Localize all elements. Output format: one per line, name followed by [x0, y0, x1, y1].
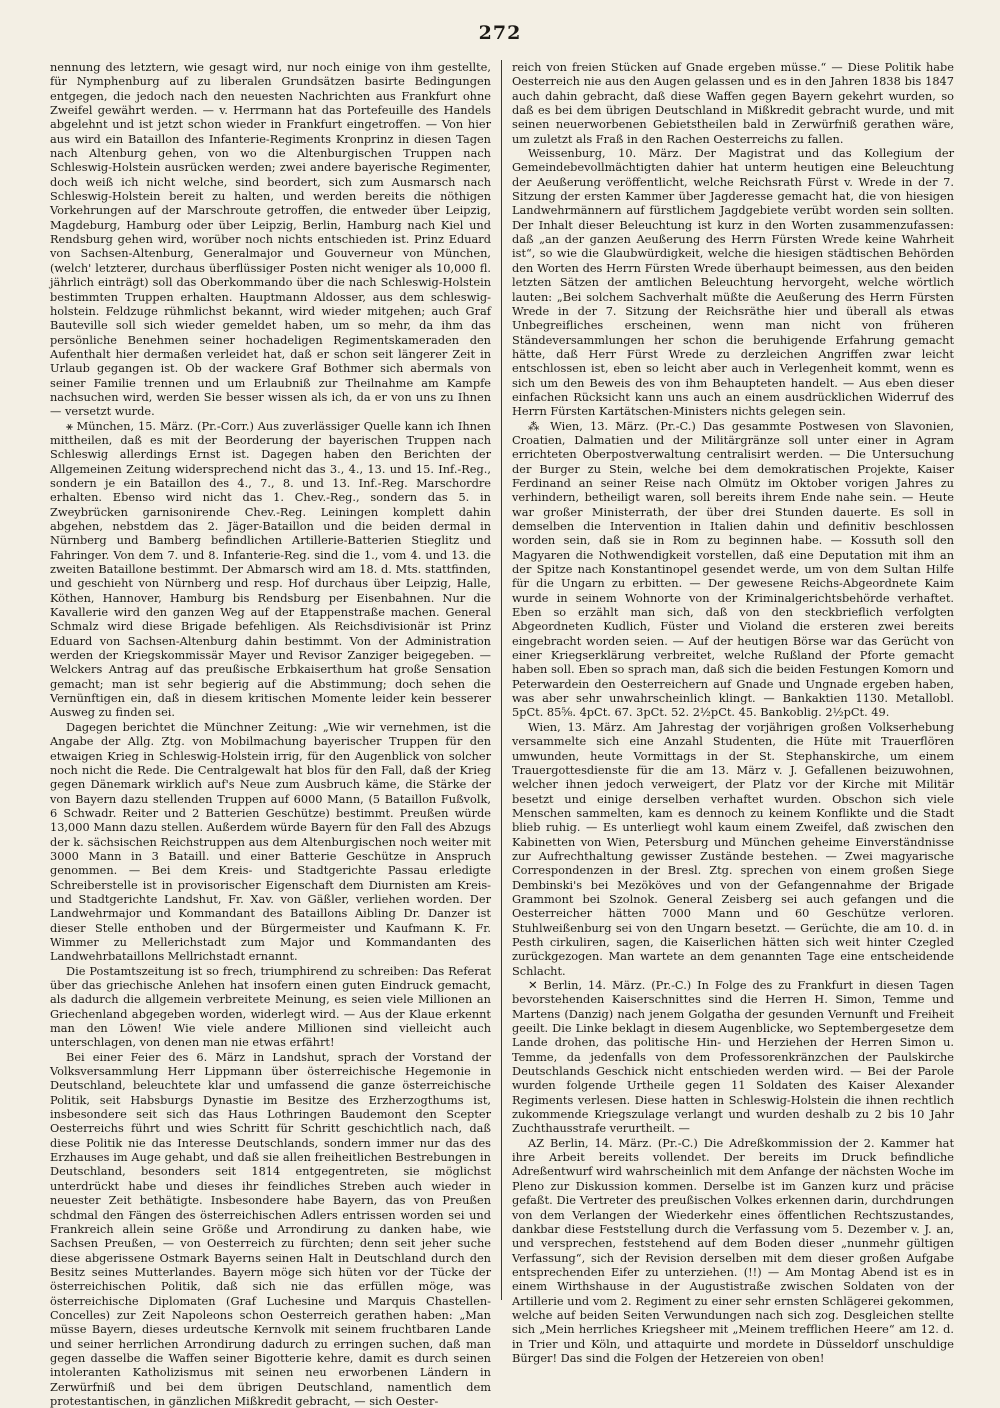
left-column-paragraph: Dagegen berichtet die Münchner Zeitung: „Wie wir vernehmen, ist die Angabe der Allg. Ztg. von Mobilmachung bayerischer Truppen für den etwaigen Krieg in Schleswig-Holstein irrig, für den Augenblick von solcher noch nicht die Rede. Die Centralgewalt hat blos für den Fall, daß der Krieg gegen Dänemark wirklich auf's Neue zum Ausbruch käme, die Stärke der von Bayern dazu stellenden Truppen auf 6000 Mann, (5 Bataillon Fußvolk, 6 Schwadr. Reiter und 2 Batterien Geschütze) bestimmt. Preußen würde 13,000 Mann dazu stellen. Außerdem würde Bayern für den Fall des Abzugs der k. sächsischen Reichstruppen aus dem Altenburgischen noch weiter mit 3000 Mann in 3 Bataill. und einer Batterie Geschütze in Anspruch genommen. — Bei dem Kreis- und Stadtgerichte Passau erledigte Schreiberstelle ist in provisorischer Eigenschaft dem Diurnisten am Kreis- und Stadtgerichte Landshut, Fr. Xav. von Gäßler, verliehen worden. Der Landwehrmajor und Kommandant des Bataillons Aibling Dr. Danzer ist dieser Stelle enthoben und der Bürgermeister und Kaufmann K. Fr. Wimmer zu Mellerichstadt zum Major und Kommandanten des Landwehrbataillons Mellrichstadt ernannt. — [50, 719, 491, 964]
right-column-paragraph: AZ Berlin, 14. März. (Pr.-C.) Die Adreßkommission der 2. Kammer hat ihre Arbeit bereits vollendet. Der bereits im Druck befindliche Adreßentwurf wird wahrscheinlich mit dem Anfange der nächsten Woche im Pleno zur Diskussion kommen. Derselbe ist im Ganzen kurz und präcise gefaßt. Die Vertreter des preußischen Volkes erkennen darin, durchdrungen von dem Verlangen der Wiederkehr eines öffentlichen Rechtszustandes, dankbar diese Feststellung durch die Verfassung vom 5. Dezember v. J. an, und versprechen, feststehend auf dem Boden dieser „nunmehr gültigen Verfassung“, sich der Revision derselben mit dem dieser großen Aufgabe entsprechenden Eifer zu unterziehen. (!!) — Am Montag Abend ist es in einem Wirthshause in der Augustistraße zwischen Soldaten von der Artillerie und vom 2. Regiment zu einer sehr ernsten Schlägerei gekommen, welche auf beiden Seiten Verwundungen nach sich zog. Desgleichen stellte sich „Mein herrliches Kriegsheer mit „Meinem trefflichen Heere“ am 12. d. in Trier und Köln, und attaquirte und mordete in Düsseldorf unschuldige Bürger! Das sind die Folgen der Hetzereien von oben! — [512, 1135, 954, 1365]
right-column-paragraph: ✕ Berlin, 14. März. (Pr.-C.) In Folge des zu Frankfurt in diesen Tagen bevorstehenden Kaiserschnittes sind die Herren H. Simon, Temme und Martens (Danzig) nach jenem Golgatha der gesunden Vernunft und Freiheit geeilt. Die Linke beklagt in diesem Augenblicke, wo Septembergesetze dem Lande drohen, das politische Hin- und Herziehen der Herren Simon u. Temme, da jedenfalls von dem Professorenkränzchen der Paulskirche Deutschlands Geschick nicht entschieden werden wird. — Bei der Parole wurden folgende Urtheile gegen 11 Soldaten des Kaiser Alexander Regiments verlesen. Diese hatten in Schleswig-Holstein die ihnen rechtlich zukommende Kriegszulage verlangt und wurden deshalb zu 2 bis 10 Jahr Zuchthausstrafe verurtheilt. — — [512, 978, 954, 1136]
column-divider — [501, 60, 502, 1300]
left-column — [50, 60, 491, 1408]
page-number: 272 — [478, 22, 522, 44]
right-column — [512, 60, 954, 1365]
left-column-paragraph: ⚹ München, 15. März. (Pr.-Corr.) Aus zuverlässiger Quelle kann ich Ihnen mittheilen, daß es mit der Beorderung der bayerischen Truppen nach Schleswig allerdings Ernst ist. Dagegen haben den Berichten der Allgemeinen Zeitung widersprechend nicht das 3., 4., 13. und 15. Inf.-Reg., sondern je ein Bataillon des 4., 7., 8. und 13. Inf.-Reg. Marschordre erhalten. Ebenso wird nicht das 1. Chev.-Reg., sondern das 5. in Zweybrücken garnisonirende Chev.-Reg. Leiningen komplett dahin abgehen, nebstdem das 2. Jäger-Bataillon und die beiden dermal in Nürnberg und Bamberg befindlichen Artillerie-Batterien Stieglitz und Fahringer. Von dem 7. und 8. Infanterie-Reg. sind die 1., vom 4. und 13. die zweiten Bataillone bestimmt. Der Abmarsch wird am 18. d. Mts. stattfinden, und geschieht von Nürnberg und resp. Hof durchaus über Leipzig, Halle, Köthen, Hannover, Hamburg bis Rendsburg per Eisenbahnen. Nur die Kavallerie wird den ganzen Weg auf der Etappenstraße machen. General Schmalz wird diese Brigade befehligen. Als Reichsdivisionär ist Prinz Eduard von Sachsen-Altenburg dahin bestimmt. Von der Administration werden der Kriegskommissär Mayer und Revisor Zanziger beigegeben. — Welckers Antrag auf das preußische Erbkaiserthum hat große Sensation gemacht; man ist sehr begierig auf die Abstimmung; doch sehen die Vernünftigen ein, daß in diesem kritischen Momente leider kein besserer Ausweg zu finden sei. — [50, 418, 491, 720]
left-column-paragraph: nennung des letztern, wie gesagt wird, nur noch einige von ihm gestellte, für Nymphenburg auf zu liberalen Grundsätzen basirte Bedingungen entgegen, die jedoch nach den neuesten Nachrichten aus Frankfurt ohne Zweifel gewährt werden. — v. Herrmann hat das Portefeuille des Handels abgelehnt und ist jetzt schon wieder in Frankfurt eingetroffen. — Von hier aus wird ein Bataillon des Infanterie-Regiments Kronprinz in diesen Tagen nach Altenburg gehen, von wo die Altenburgischen Truppen nach Schleswig-Holstein ausrücken werden; zwei andere bayerische Regimenter, doch weiß ich nicht welche, sind beordert, sich zum Ausmarsch nach Schleswig-Holstein bereit zu halten, und werden bereits die nöthigen Vorkehrungen auf der Marschroute getroffen, die entweder über Leipzig, Magdeburg, Hamburg oder über Leipzig, Berlin, Hamburg nach Kiel und Rendsburg gehen wird, worüber noch nichts entschieden ist. Prinz Eduard von Sachsen-Altenburg, Generalmajor und Gouverneur von München, (welch' letzterer, durchaus überflüssiger Posten nicht weniger als 10,000 fl. jährlich einträgt) soll das Oberkommando über die nach Schleswig-Holstein bestimmten Truppen erhalten. Hauptmann Aldosser, aus dem schleswig-holstein. Feldzuge rühmlichst bekannt, wird wieder mitgehen; auch Graf Bauteville soll sich wieder gemeldet haben, um so mehr, da ihm das persönliche Benehmen seiner hochadeligen Regimentskameraden den Aufenthalt hier dermaßen verleidet hat, daß er schon seit längerer Zeit in Urlaub gegangen ist. Ob der wackere Graf Bothmer sich abermals von seiner Familie trennen und um Erlaubniß zur Theilnahme am Kampfe nachsuchen wird, werden Sie besser wissen als ich, da er von uns zu Ihnen — versetzt wurde. — [50, 60, 491, 419]
right-column-paragraph: Wien, 13. März. Am Jahrestag der vorjährigen großen Volkserhebung versammelte sich eine Anzahl Studenten, die Hüte mit Trauerflören umwunden, heute Vormittags in der St. Stephanskirche, um einem Trauergottesdienste für die am 13. März v. J. Gefallenen beizuwohnen, welcher ihnen jedoch verweigert, der Platz vor der Kirche mit Militär besetzt und einige derselben verhaftet wurden. Obschon sich viele Menschen sammelten, kam es dennoch zu keinem Konflikte und die Stadt blieb ruhig. — Es unterliegt wohl kaum einem Zweifel, daß zwischen den Kabinetten von Wien, Petersburg und München geheime Einverständnisse zur Aufrechthaltung gewisser Zustände bestehen. — Zwei magyarische Correspondenzen in der Bresl. Ztg. sprechen von einem großen Siege Dembinski's bei Mezököves und von der Gefangennahme der Brigade Grammont bei Szolnok. General Zeisberg sei auch gefangen und die Oesterreicher hätten 7000 Mann und 60 Geschütze verloren. Stuhlweißenburg sei von den Ungarn besetzt. — Gerüchte, die am 10. d. in Pesth cirkuliren, sagen, die Kaiserlichen hätten sich weit hinter Czegled zurückgezogen. Man wartete an dem genannten Tage eine entscheidende Schlacht. — [512, 719, 954, 978]
left-column-paragraph: Die Postamtszeitung ist so frech, triumphirend zu schreiben: Das Referat über das griechische Anlehen hat insofern einen guten Eindruck gemacht, als dadurch die allgemein verbreitete Meinung, es seien viele Millionen an Griechenland abgegeben worden, widerlegt wird. — Aus der Klaue erkennt man den Löwen! Wie viele andere Millionen sind vielleicht auch unterschlagen, von denen man nie etwas erfährt! — [50, 963, 491, 1050]
right-column-paragraph: Weissenburg, 10. März. Der Magistrat und das Kollegium der Gemeindebevollmächtigten dahier hat unterm heutigen eine Beleuchtung der Aeußerung veröffentlicht, welche Reichsrath Fürst v. Wrede in der 7. Sitzung der ersten Kammer über Jagderesse gemacht hat, die von hiesigen Landwehrmännern auf fürstlichem Jagdgebiete verübt worden sein sollten. Der Inhalt dieser Beleuchtung ist kurz in den Worten zusammenzufassen: daß „an der ganzen Aeußerung des Herrn Fürsten Wrede keine Wahrheit ist“, so wie die Glaubwürdigkeit, welche die hiesigen städtischen Behörden den Worten des Herrn Fürsten Wrede überhaupt beimessen, aus den beiden letzten Sätzen der amtlichen Beleuchtung hervorgeht, welche wörtlich lauten: „Bei solchem Sachverhalt müßte die Aeußerung des Herrn Fürsten Wrede in der 7. Sitzung der Reichsräthe hier und überall als etwas Unbegreifliches erscheinen, wenn man nicht von früheren Ständeversammlungen her schon die beruhigende Erfahrung gemacht hätte, daß Herr Fürst Wrede zu derzleichen Angriffen zwar leicht entschlossen ist, eben so leicht aber auch in Verlegenheit kommt, wenn es sich um den Beweis des von ihm Behaupteten handelt. — Aus eben dieser einfachen Rücksicht kann uns auch an einem ausdrücklichen Widerruf des Herrn Fürsten Kartätschen-Ministers nichts gelegen sein. — [512, 146, 954, 419]
right-column-paragraph: reich von freien Stücken auf Gnade ergeben müsse.“ — Diese Politik habe Oesterreich nie aus den Augen gelassen und es in den Jahren 1838 bis 1847 auch dahin gebracht, daß diese Waffen gegen Bayern gekehrt wurden, so daß es bei dem übrigen Deutschland in Mißkredit gebracht wurde, und mit seinen neuerworbenen Gebietstheilen bald in Zerwürfniß gerathen wäre, um zuletzt als Fraß in den Rachen Oesterreichs zu fallen. — [512, 60, 954, 146]
right-column-paragraph: ⁂ Wien, 13. März. (Pr.-C.) Das gesammte Postwesen von Slavonien, Croatien, Dalmatien und der Militärgränze soll unter einer in Agram errichteten Oberpostverwaltung centralisirt werden. — Die Untersuchung der Burger zu Stein, welche bei dem demokratischen Projekte, Kaiser Ferdinand an seiner Reise nach Olmütz im Oktober vorigen Jahres zu verhindern, betheiligt waren, soll bereits ihrem Ende nahe sein. — Heute war großer Ministerrath, der über drei Stunden dauerte. Es soll in demselben die Intervention in Italien dahin und definitiv beschlossen worden sein, daß sie in Rom zu beginnen habe. — Kossuth soll den Magyaren die Nothwendigkeit vorstellen, daß eine Deputation mit ihm an der Spitze nach Konstantinopel gesendet werde, um von dem Sultan Hilfe für die Ungarn zu erbitten. — Der gewesene Reichs-Abgeordnete Kaim wurde in seinem Wohnorte von der Kriminalgerichtsbehörde verhaftet. Eben so erzählt man sich, daß von den steckbrieflich verfolgten Abgeordneten Kudlich, Füster und Violand die ersteren zwei bereits eingebracht worden seien. — Auf der heutigen Börse war das Gerücht von einer Kriegserklärung verbreitet, welche Rußland der Pforte gemacht haben soll. Eben so sprach man, daß sich die beiden Festungen Komorn und Peterwardein den Oesterreichern auf Gnade und Ungnade ergeben haben, was aber sehr unwahrscheinlich klingt. — Bankaktien 1130. Metallobl. 5pCt. 85⅝. 4pCt. 67. 3pCt. 52. 2½pCt. 45. Bankoblig. 2½pCt. 49. — [512, 418, 954, 720]
left-column-paragraph: Bei einer Feier des 6. März in Landshut, sprach der Vorstand der Volksversammlung Herr Lippmann über österreichische Hegemonie in Deutschland, beleuchtete klar und umfassend die ganze österreichische Politik, seit Habsburgs Dynastie im Besitze des Erzherzogthums ist, insbesondere seit sich das Haus Lothringen Baudemont den Scepter Oesterreichs führt und wies Schritt für Schritt geschichtlich nach, daß diese Politik nie das Interesse Deutschlands, sondern immer nur das des Erzhauses im Auge gehabt, und daß sie allen freiheitlichen Bestrebungen in Deutschland, besonders seit 1814 entgegentreten, sie möglichst unterdrückt habe und dieses ihr feindliches Streben auch wieder in neuester Zeit bethätigte. Insbesondere habe Bayern, das von Preußen schdmal den Fängen des österreichischen Adlers entrissen worden sei und Frankreich allein seine Größe und Arrondirung zu danken habe, wie Sachsen Preußen, — von Oesterreich zu fürchten; denn seit jeher suche diese abgerissene Ostmark Bayerns seinen Halt in Deutschland durch den Besitz seines Mutterlandes. Bayern möge sich hüten vor der Tücke der österreichischen Politik, daß sich nie das erfüllen möge, was österreichische Diplomaten (Graf Luchesine und Marquis Chastellen-Concelles) zur Zeit Napoleons schon Oesterreich gerathen haben: „Man müsse Bayern, dieses urdeutsche Kernvolk mit seinem fruchtbaren Lande und seiner herrlichen Arrondirung dadurch zu erringen suchen, daß man gegen dasselbe die Waffen seiner Bigotterie kehre, damit es durch seinen intoleranten Katholizismus mit seinen neu erworbenen Ländern in Zerwürfniß und bei dem übrigen Deutschland, namentlich dem protestantischen, in gänzlichen Mißkredit gebracht, — sich Oester- — [50, 1049, 491, 1408]
